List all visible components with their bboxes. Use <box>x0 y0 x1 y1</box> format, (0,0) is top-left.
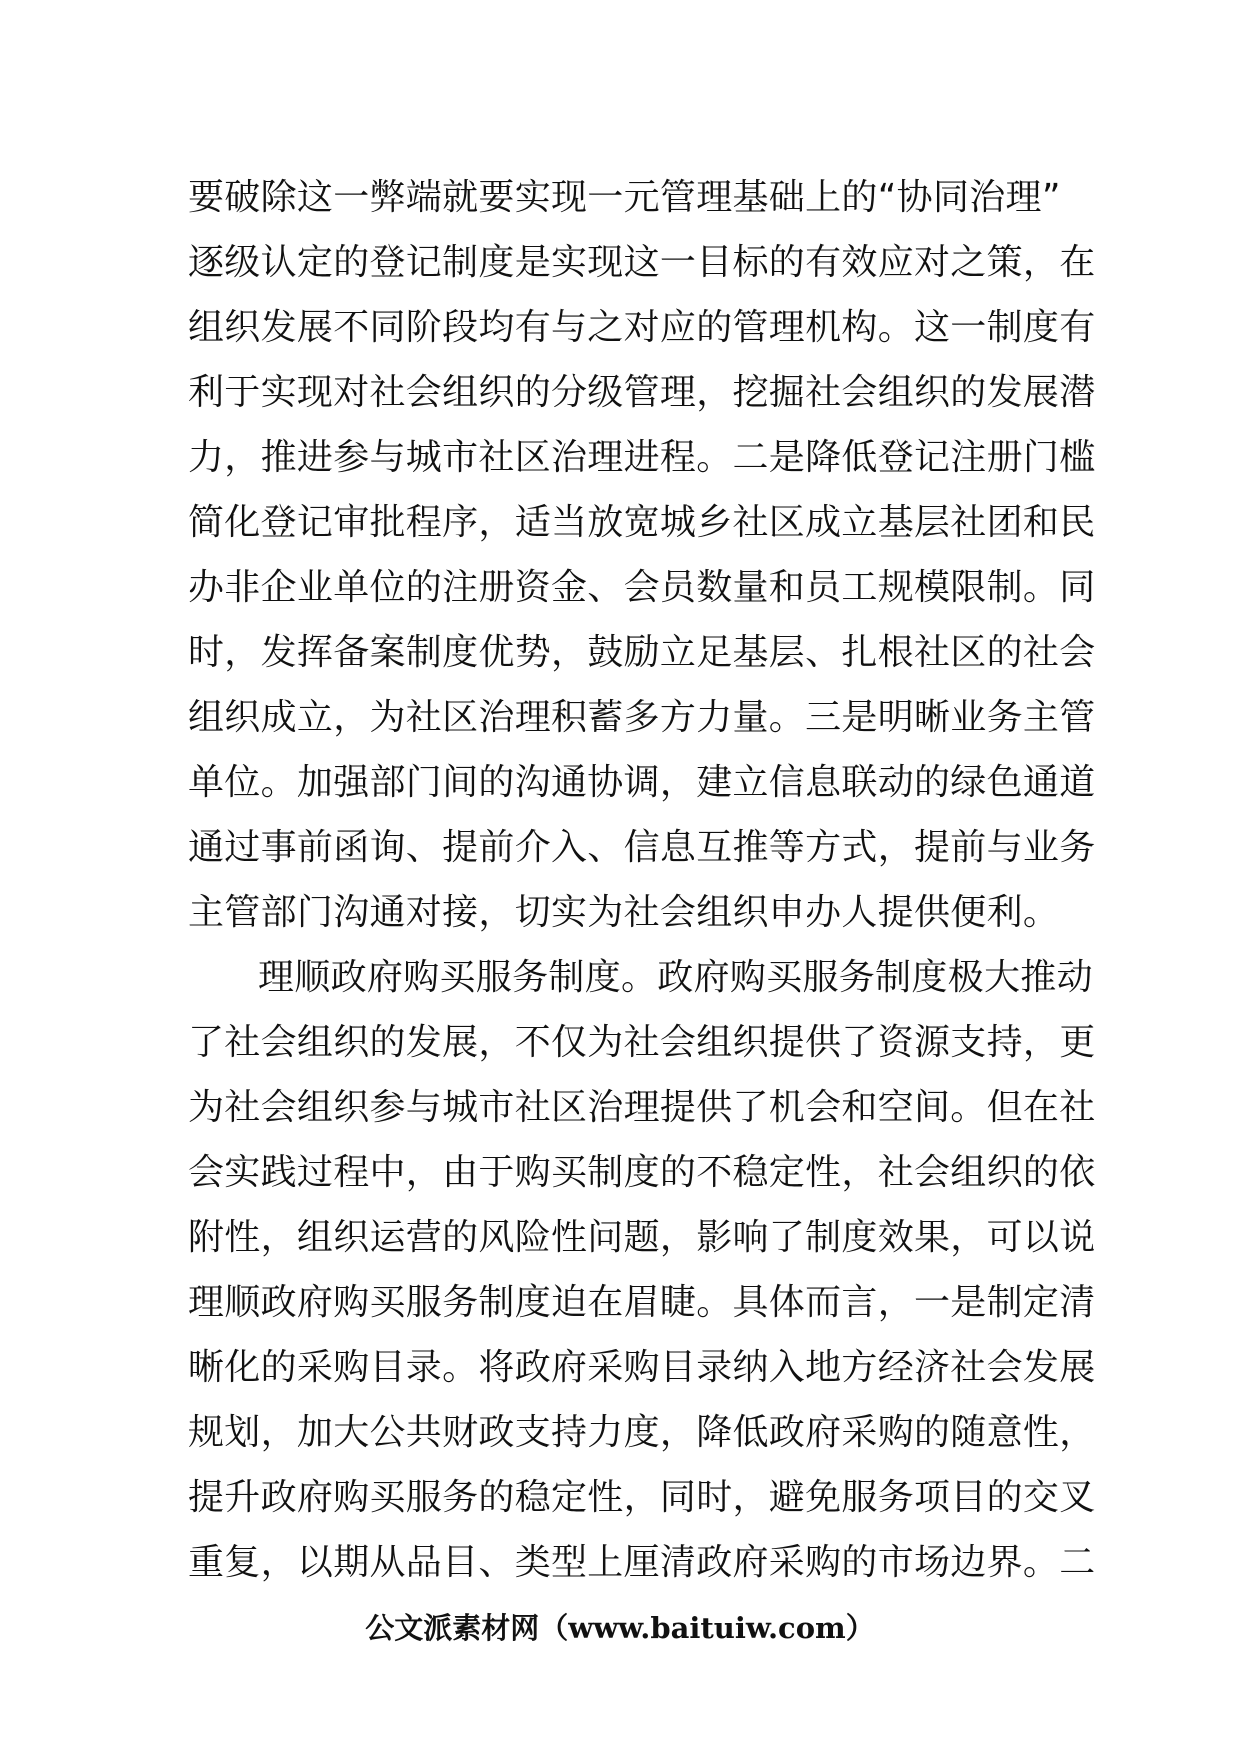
text-line: 利于实现对社会组织的分级管理，挖掘社会组织的发展潜 <box>188 372 1096 413</box>
document-body <box>188 165 1096 1595</box>
text-line: 简化登记审批程序，适当放宽城乡社区成立基层社团和民 <box>188 502 1096 543</box>
text-line: 通过事前函询、提前介入、信息互推等方式，提前与业务 <box>188 827 1096 868</box>
text-line: 组织成立，为社区治理积蓄多方力量。三是明晰业务主管 <box>188 697 1096 738</box>
text-line: 重复，以期从品目、类型上厘清政府采购的市场边界。二 <box>188 1542 1096 1583</box>
text-line: 逐级认定的登记制度是实现这一目标的有效应对之策，在 <box>188 242 1096 283</box>
text-line: 单位。加强部门间的沟通协调，建立信息联动的绿色通道 <box>188 762 1096 803</box>
text-line: 提升政府购买服务的稳定性，同时，避免服务项目的交叉 <box>188 1477 1096 1518</box>
text-line: 力，推进参与城市社区治理进程。二是降低登记注册门槛 <box>188 437 1096 478</box>
text-line: 要破除这一弊端就要实现一元管理基础上的“协同治理” <box>188 177 1061 218</box>
text-line: 规划，加大公共财政支持力度，降低政府采购的随意性， <box>188 1412 1096 1453</box>
text-line: 办非企业单位的注册资金、会员数量和员工规模限制。同 <box>188 567 1096 608</box>
text-line: 为社会组织参与城市社区治理提供了机会和空间。但在社 <box>188 1087 1096 1128</box>
paragraph-first-line: 理顺政府购买服务制度。政府购买服务制度极大推动 <box>258 957 1093 998</box>
text-line: 了社会组织的发展，不仅为社会组织提供了资源支持，更 <box>188 1022 1096 1063</box>
text-line: 时，发挥备案制度优势，鼓励立足基层、扎根社区的社会 <box>188 632 1096 673</box>
text-line: 主管部门沟通对接，切实为社会组织申办人提供便利。 <box>188 892 1060 933</box>
text-line: 会实践过程中，由于购买制度的不稳定性，社会组织的依 <box>188 1152 1096 1193</box>
text-line: 晰化的采购目录。将政府采购目录纳入地方经济社会发展 <box>188 1347 1096 1388</box>
text-line: 理顺政府购买服务制度迫在眉睫。具体而言，一是制定清 <box>188 1282 1096 1323</box>
text-line: 组织发展不同阶段均有与之对应的管理机构。这一制度有 <box>188 307 1096 348</box>
footer-watermark: 公文派素材网（www.baituiw.com） <box>365 1611 875 1645</box>
text-line: 附性，组织运营的风险性问题，影响了制度效果，可以说 <box>188 1217 1096 1258</box>
